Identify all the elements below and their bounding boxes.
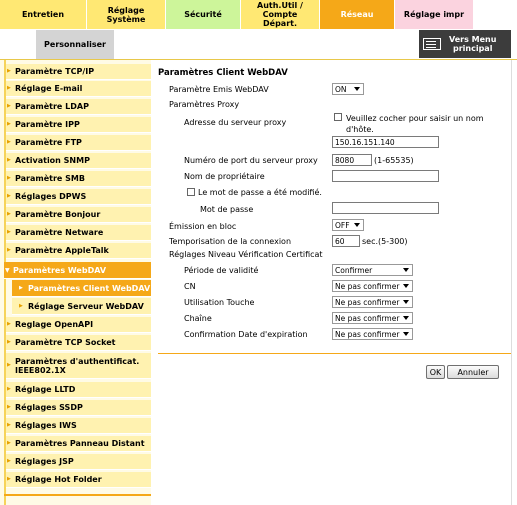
tab-auth-compte[interactable]: Auth.Util / Compte Départ. (241, 0, 319, 29)
menu-icon (423, 38, 441, 50)
chevron-down-icon (354, 223, 360, 227)
timeout-unit-label: sec.(5-300) (362, 237, 408, 246)
main-menu-line1: Vers Menu (449, 35, 497, 44)
sidebar-item-iws[interactable]: ▶ Réglages IWS (6, 418, 151, 434)
sidebar-item-jsp[interactable]: ▶ Réglages JSP (6, 454, 151, 470)
expiry-label: Confirmation Date d'expiration (184, 330, 308, 339)
sidebar-item-ieee8021x[interactable]: ▶ Paramètres d'authentificat. IEEE802.1X (6, 353, 151, 379)
chunk-select-value: OFF (335, 220, 350, 230)
usage-select[interactable] (332, 296, 413, 308)
sidebar-item-ipp[interactable]: ▶ Paramètre IPP (6, 117, 151, 133)
proxy-addr-label: Adresse du serveur proxy (184, 118, 287, 127)
main-menu-line2: principal (452, 44, 493, 53)
cancel-button[interactable]: Annuler (447, 365, 499, 379)
port-label: Numéro de port du serveur proxy (184, 156, 318, 165)
emis-select-value: ON (335, 84, 347, 94)
sidebar-bottom-divider (4, 494, 151, 496)
validity-label: Période de validité (184, 266, 259, 275)
sidebar-item-email[interactable]: ▶ Réglage E-mail (6, 81, 151, 97)
sidebar-item-ftp[interactable]: ▶ Paramètre FTP (6, 135, 151, 151)
emis-label: Paramètre Emis WebDAV (169, 85, 269, 94)
timeout-label: Temporisation de la connexion (169, 237, 292, 246)
sidebar-item-panneau-distant[interactable]: ▶ Paramètres Panneau Distant (6, 436, 151, 452)
tab-reglage-impr[interactable]: Réglage impr (395, 0, 473, 29)
sidebar-item-ssdp[interactable]: ▶ Réglages SSDP (6, 400, 151, 416)
chain-label: Chaîne (184, 314, 212, 323)
chain-select-value: Ne pas confirmer (335, 313, 400, 323)
port-range-label: (1-65535) (374, 156, 414, 165)
cn-select-value: Ne pas confirmer (335, 281, 400, 291)
owner-label: Nom de propriétaire (184, 172, 265, 181)
timeout-field[interactable]: 60 (332, 235, 360, 247)
sidebar-item-dpws[interactable]: ▶ Réglages DPWS (6, 189, 151, 205)
tab-reglage-systeme[interactable]: Réglage Système (87, 0, 165, 29)
sidebar-item-webdav[interactable]: ▼ Paramètres WebDAV (4, 262, 151, 279)
password-changed-checkbox[interactable] (187, 188, 195, 196)
cert-section-label: Réglages Niveau Vérification Certificat (169, 250, 323, 259)
top-tab-bar (0, 0, 517, 29)
emis-select[interactable] (332, 83, 364, 95)
sidebar-item-webdav-server[interactable]: ▶ Réglage Serveur WebDAV (12, 298, 151, 315)
chevron-down-icon (403, 284, 409, 288)
chevron-down-icon (354, 87, 360, 91)
main-menu-button[interactable] (419, 30, 511, 58)
cn-select[interactable] (332, 280, 413, 292)
hostname-checkbox-label: Veuillez cocher pour saisir un nom d'hôte. (346, 114, 484, 134)
usage-select-value: Ne pas confirmer (335, 297, 400, 307)
proxy-address-field[interactable]: 150.16.151.140 (332, 136, 439, 148)
sidebar-item-bonjour[interactable]: ▶ Paramètre Bonjour (6, 207, 151, 223)
sidebar-item-hot-folder[interactable]: ▶ Réglage Hot Folder (6, 472, 151, 488)
sidebar-item-ldap[interactable]: ▶ Paramètre LDAP (6, 99, 151, 115)
sidebar-item-tcpip[interactable]: ▶ Paramètre TCP/IP (6, 64, 151, 80)
main-panel (151, 60, 517, 505)
owner-field[interactable] (332, 170, 439, 182)
expiry-select[interactable] (332, 328, 413, 340)
chunk-select[interactable] (332, 219, 364, 231)
chevron-down-icon (403, 332, 409, 336)
usage-label: Utilisation Touche (184, 298, 255, 307)
expiry-select-value: Ne pas confirmer (335, 329, 400, 339)
sidebar-item-appletalk[interactable]: ▶ Paramètre AppleTalk (6, 243, 151, 259)
chevron-down-icon (403, 316, 409, 320)
password-field[interactable] (332, 202, 439, 214)
chunk-label: Émission en bloc (169, 222, 237, 231)
tab-personnaliser[interactable]: Personnaliser (36, 30, 114, 59)
port-field[interactable]: 8080 (332, 154, 372, 166)
sidebar-item-lltd[interactable]: ▶ Réglage LLTD (6, 382, 151, 398)
password-label: Mot de passe (200, 205, 254, 214)
tab-reseau[interactable]: Réseau (320, 0, 394, 29)
validity-select-value: Confirmer (335, 265, 373, 275)
chevron-down-icon (403, 268, 409, 272)
sidebar-item-smb[interactable]: ▶ Paramètre SMB (6, 171, 151, 187)
page-title: Paramètres Client WebDAV (158, 68, 288, 78)
sidebar-item-webdav-client[interactable]: ▶ Paramètres Client WebDAV (12, 280, 151, 297)
tab-securite[interactable]: Sécurité (166, 0, 240, 29)
hostname-checkbox[interactable] (334, 113, 342, 121)
form-divider (158, 353, 511, 354)
sidebar-item-netware[interactable]: ▶ Paramètre Netware (6, 225, 151, 241)
cn-label: CN (184, 282, 196, 291)
validity-select[interactable] (332, 264, 413, 276)
chain-select[interactable] (332, 312, 413, 324)
sidebar-item-tcp-socket[interactable]: ▶ Paramètre TCP Socket (6, 335, 151, 351)
password-changed-label: Le mot de passe a été modifié. (198, 188, 322, 197)
proxy-section-label: Paramètres Proxy (169, 100, 240, 109)
tab-entretien[interactable]: Entretien (0, 0, 86, 29)
chevron-down-icon (403, 300, 409, 304)
sidebar-item-snmp[interactable]: ▶ Activation SNMP (6, 153, 151, 169)
sidebar-item-openapi[interactable]: ▶ Reglage OpenAPI (6, 317, 151, 333)
ok-button[interactable]: OK (426, 365, 445, 379)
